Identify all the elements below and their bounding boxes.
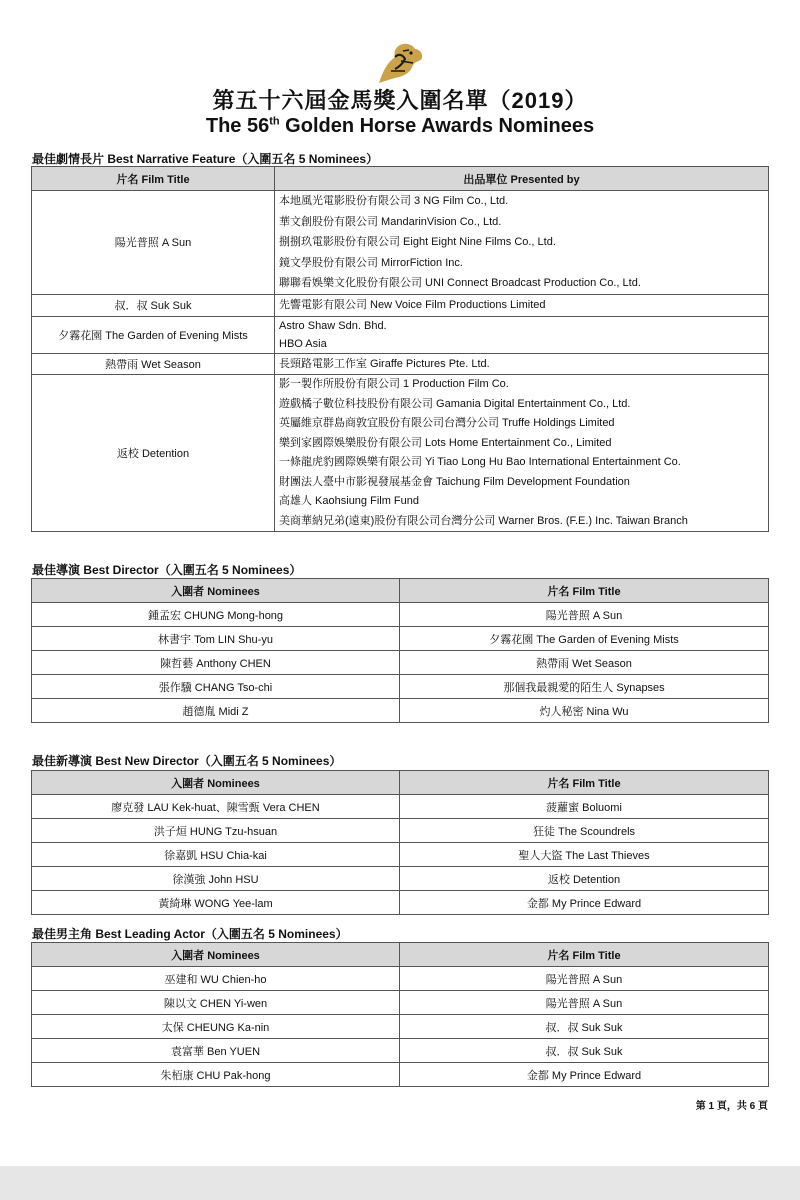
nominee: 張作驥 CHANG Tso-chi (32, 675, 400, 699)
nominee: 袁富華 Ben YUEN (32, 1039, 400, 1063)
table-row (32, 1015, 769, 1039)
presenter: HBO Asia (279, 337, 327, 350)
nominee: 趙德胤 Midi Z (32, 699, 400, 723)
col-header-film: 片名 Film Title (400, 943, 769, 967)
table-row (32, 603, 769, 627)
title-english-suffix: Golden Horse Awards Nominees (279, 115, 595, 137)
col-header-presented: 出品單位 Presented by (275, 167, 769, 191)
nominee: 鍾孟宏 CHUNG Mong-hong (32, 603, 400, 627)
presenter: 美商華納兄弟(遠東)股份有限公司台灣分公司 Warner Bros. (F.E.) Inc. Taiwan Branch (279, 514, 688, 527)
presenter: 財團法人臺中市影視發展基金會 Taichung Film Development Foundation (279, 475, 630, 488)
presenter: 一條龍虎豹國際娛樂有限公司 Yi Tiao Long Hu Bao International Entertainment Co. (279, 456, 681, 469)
presenter-cell (275, 191, 769, 295)
presenter-cell (275, 294, 769, 316)
presenter: 鏡文學股份有限公司 MirrorFiction Inc. (279, 256, 463, 269)
nominee: 徐漢強 John HSU (32, 867, 400, 891)
film-title: 夕霧花園 The Garden of Evening Mists (32, 316, 275, 353)
col-header-nominee: 入圍者 Nominees (32, 943, 400, 967)
film-title: 叔．叔 Suk Suk (400, 1039, 769, 1063)
table-row (32, 316, 769, 353)
film-title: 返校 Detention (32, 375, 275, 532)
nominee: 陳以文 CHEN Yi-wen (32, 991, 400, 1015)
table-best-leading-actor (31, 942, 769, 1087)
film-title: 夕霧花園 The Garden of Evening Mists (400, 627, 769, 651)
presenter-cell (275, 353, 769, 375)
presenter: 捌捌玖電影股份有限公司 Eight Eight Nine Films Co., Ltd. (279, 236, 556, 249)
nominee: 巫建和 WU Chien-ho (32, 967, 400, 991)
table-row (32, 627, 769, 651)
title-chinese: 第五十六屆金馬獎入圍名單（2019） (212, 88, 588, 113)
table-row (32, 1063, 769, 1087)
presenter: 本地風光電影股份有限公司 3 NG Film Co., Ltd. (279, 195, 509, 207)
presenter: Astro Shaw Sdn. Bhd. (279, 319, 387, 332)
section-title-new-director: 最佳新導演 Best New Director（入圍五名 5 Nominees） (32, 754, 342, 768)
page-number: 第 1 頁，共 6 頁 (695, 1101, 768, 1112)
nominee: 徐嘉凱 HSU Chia-kai (32, 843, 400, 867)
section-title-narrative: 最佳劇情長片 Best Narrative Feature（入圍五名 5 Nominees） (32, 152, 379, 166)
nominee: 林書宇 Tom LIN Shu-yu (32, 627, 400, 651)
nominee: 洪子烜 HUNG Tzu-hsuan (32, 819, 400, 843)
table-row (32, 191, 769, 295)
col-header-film: 片名 Film Title (400, 771, 769, 795)
section-title-leading-actor: 最佳男主角 Best Leading Actor（入圍五名 5 Nominees） (32, 927, 348, 941)
film-title: 叔．叔 Suk Suk (32, 294, 275, 316)
table-row (32, 375, 769, 532)
table-row (32, 294, 769, 316)
table-best-director (31, 578, 769, 723)
presenter: 聯聯看娛樂文化股份有限公司 UNI Connect Broadcast Production Co., Ltd. (279, 277, 641, 290)
film-title: 返校 Detention (400, 867, 769, 891)
table-row (32, 867, 769, 891)
table-row (32, 891, 769, 915)
table-row (32, 353, 769, 375)
table-row (32, 651, 769, 675)
nominee: 廖克發 LAU Kek-huat、陳雪甄 Vera CHEN (32, 795, 400, 819)
table-row (32, 843, 769, 867)
film-title: 狂徒 The Scoundrels (400, 819, 769, 843)
presenter: 樂到家國際娛樂股份有限公司 Lots Home Entertainment Co., Limited (279, 436, 612, 449)
title-english (0, 115, 800, 138)
film-title: 熱帶雨 Wet Season (32, 353, 275, 375)
col-header-nominee: 入圍者 Nominees (32, 771, 400, 795)
presenter: 影一製作所股份有限公司 1 Production Film Co. (279, 378, 509, 391)
film-title: 聖人大盜 The Last Thieves (400, 843, 769, 867)
presenter: 華文創股份有限公司 MandarinVision Co., Ltd. (279, 215, 502, 228)
presenter: 長頸路電影工作室 Giraffe Pictures Pte. Ltd. (279, 357, 490, 370)
table-row (32, 675, 769, 699)
col-header-nominee: 入圍者 Nominees (32, 579, 400, 603)
presenter: 高雄人 Kaohsiung Film Fund (279, 495, 419, 508)
presenter: 英屬維京群島商敦宜股份有限公司台灣分公司 Truffe Holdings Limited (279, 417, 615, 430)
film-title: 陽光普照 A Sun (400, 967, 769, 991)
film-title: 金都 My Prince Edward (400, 891, 769, 915)
section-title-director: 最佳導演 Best Director（入圍五名 5 Nominees） (32, 563, 302, 577)
film-title: 陽光普照 A Sun (400, 991, 769, 1015)
nominee: 黃綺琳 WONG Yee-lam (32, 891, 400, 915)
film-title: 菠蘿蜜 Boluomi (400, 795, 769, 819)
presenter-cell (275, 375, 769, 532)
film-title: 陽光普照 A Sun (400, 603, 769, 627)
nominee: 太保 CHEUNG Ka-nin (32, 1015, 400, 1039)
nominee: 陳哲藝 Anthony CHEN (32, 651, 400, 675)
film-title: 那個我最親愛的陌生人 Synapses (400, 675, 769, 699)
table-row (32, 967, 769, 991)
film-title: 熱帶雨 Wet Season (400, 651, 769, 675)
title-english-prefix: The 56 (205, 115, 270, 137)
presenter: 遊戲橘子數位科技股份有限公司 Gamania Digital Entertainment Co., Ltd. (279, 397, 631, 410)
table-row (32, 1039, 769, 1063)
table-best-new-director (31, 770, 769, 915)
table-narrative-feature (31, 166, 769, 532)
col-header-film: 片名 Film Title (400, 579, 769, 603)
title-english-sup: th (269, 115, 280, 128)
film-title: 灼人秘密 Nina Wu (400, 699, 769, 723)
presenter: 先響電影有限公司 New Voice Film Productions Limited (279, 298, 546, 311)
table-row (32, 795, 769, 819)
film-title: 叔．叔 Suk Suk (400, 1015, 769, 1039)
table-row (32, 699, 769, 723)
table-row (32, 819, 769, 843)
nominee: 朱栢康 CHU Pak-hong (32, 1063, 400, 1087)
film-title: 金都 My Prince Edward (400, 1063, 769, 1087)
film-title: 陽光普照 A Sun (32, 191, 275, 295)
golden-horse-logo-icon (373, 41, 427, 87)
table-row (32, 991, 769, 1015)
presenter-cell (275, 316, 769, 353)
col-header-film: 片名 Film Title (32, 167, 275, 191)
